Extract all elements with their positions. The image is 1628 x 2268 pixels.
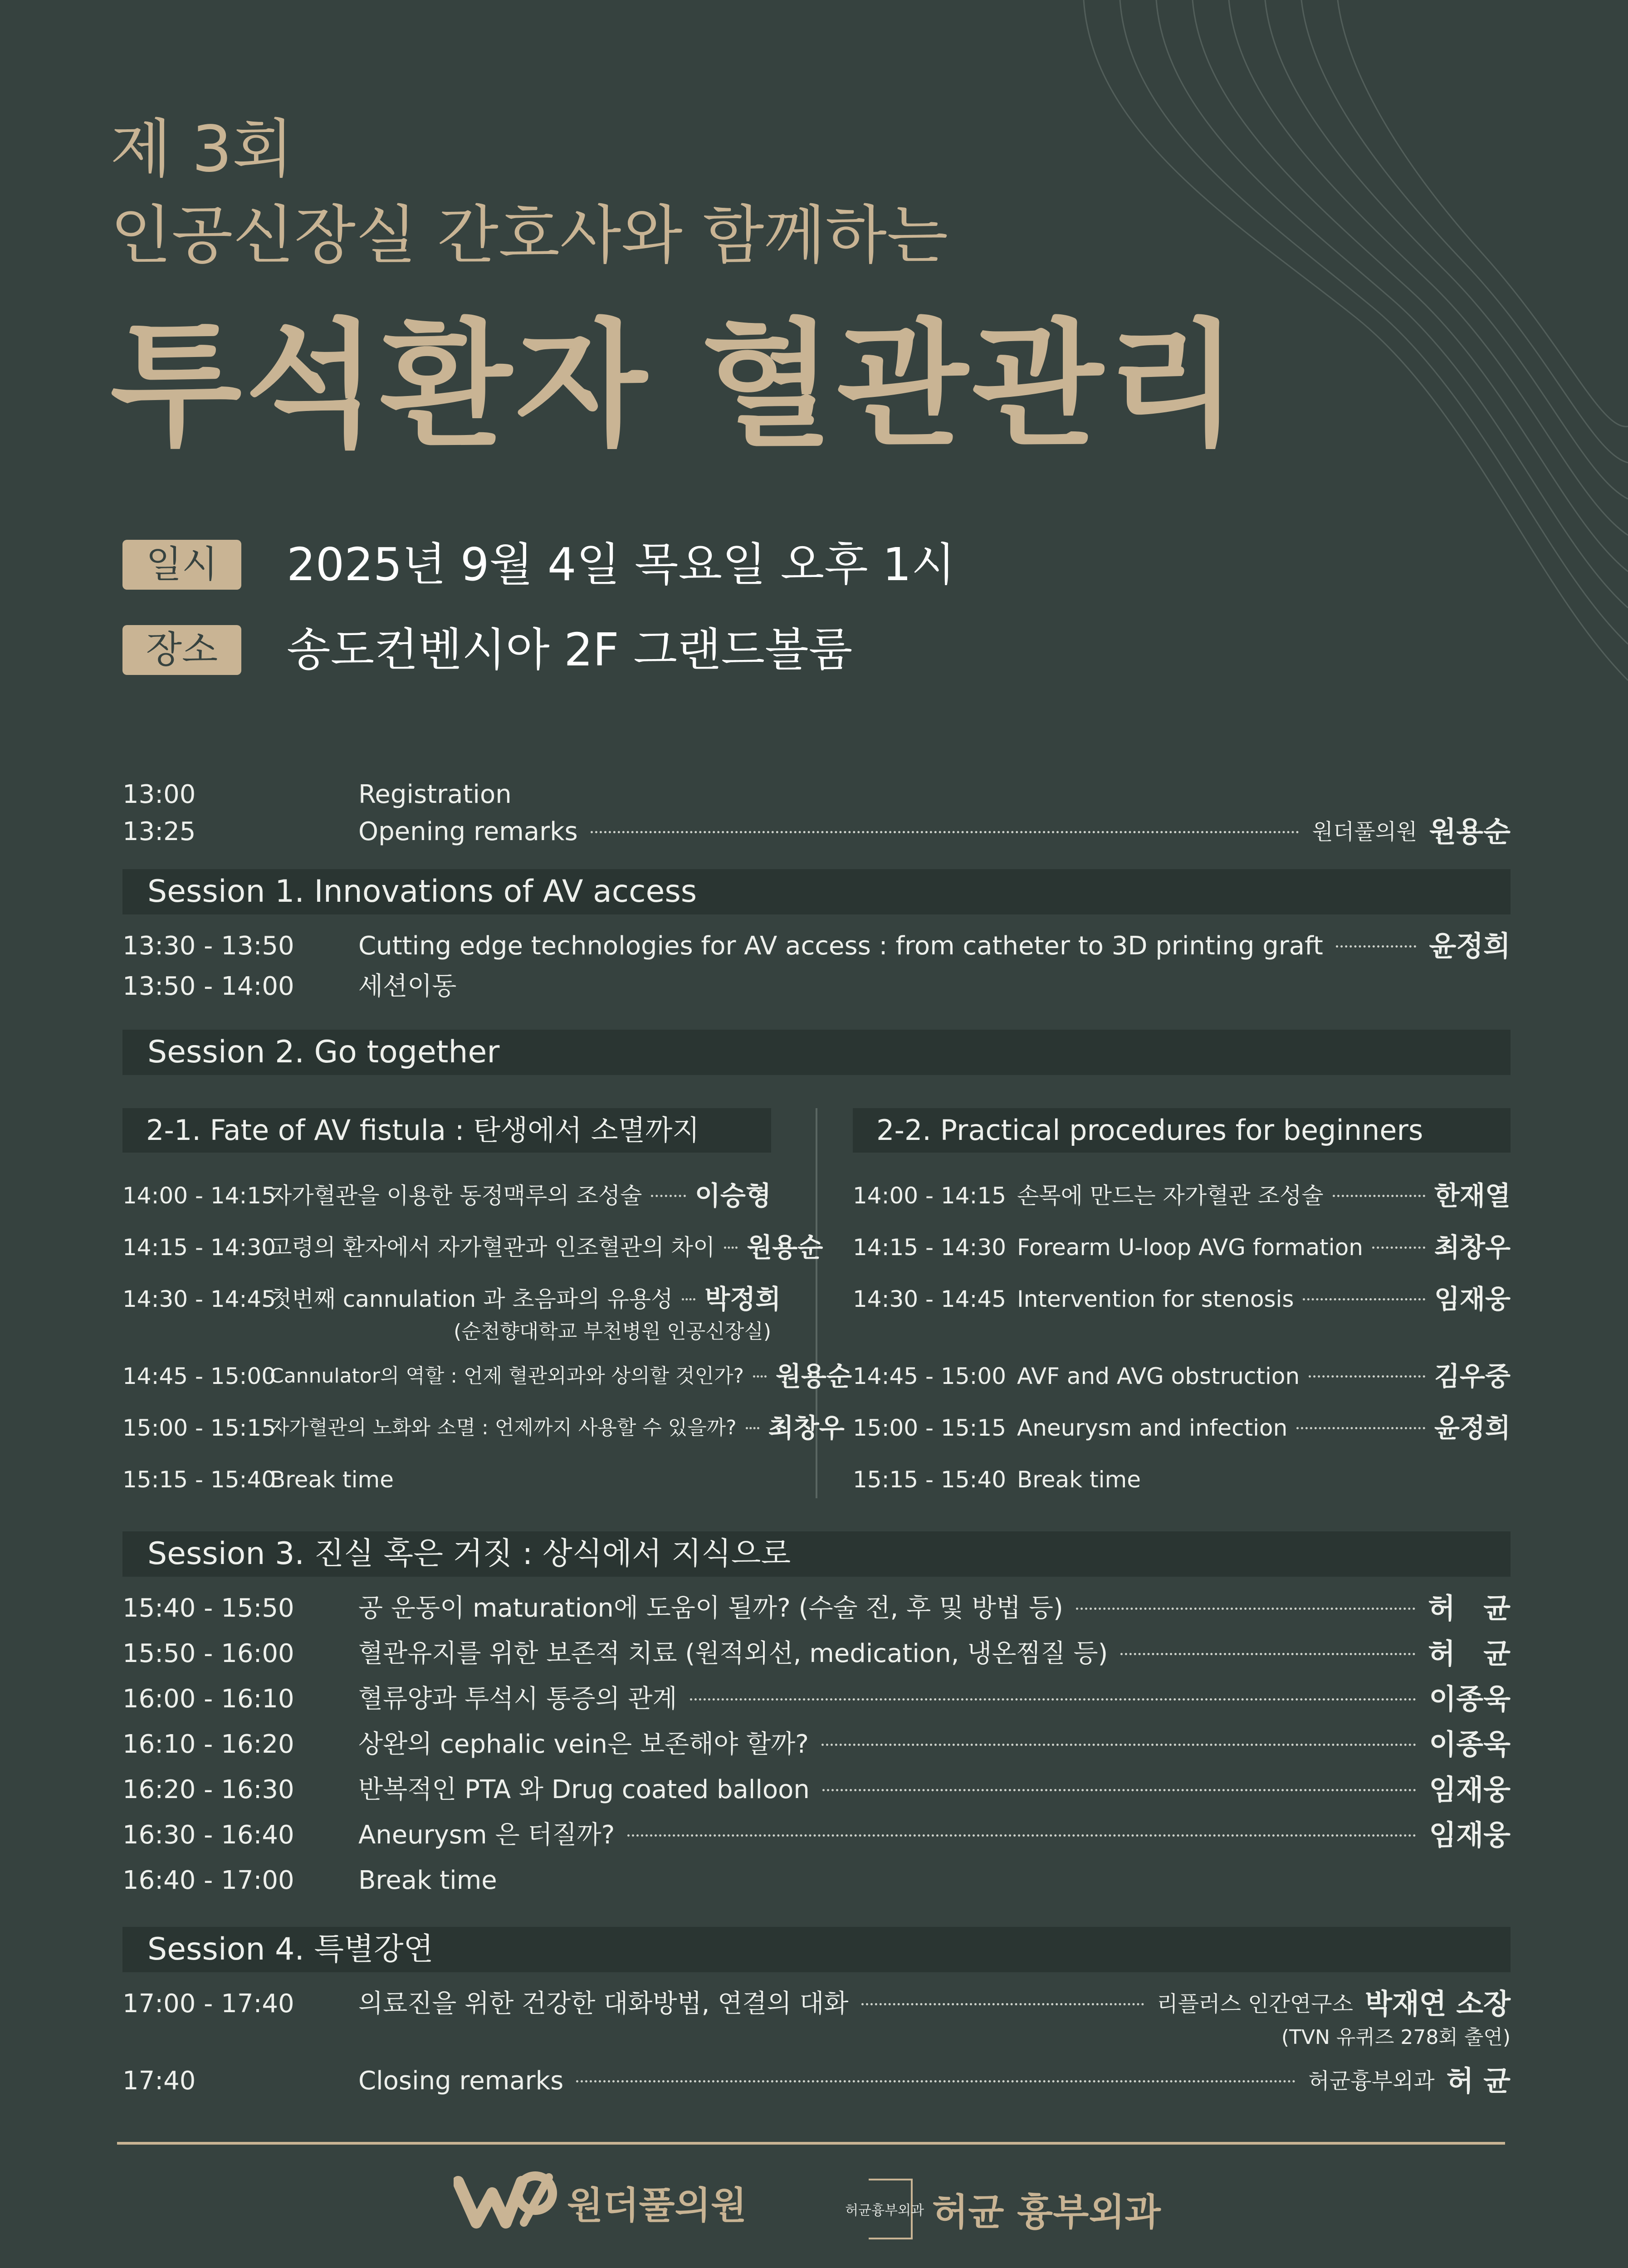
title: Cannulator의 역할 : 언제 혈관외과와 상의할 것인가? [270, 1364, 744, 1388]
schedule-row [122, 1862, 1511, 1899]
title: 의료진을 위한 건강한 대화방법, 연결의 대화 [358, 1989, 849, 2019]
title: 손목에 만드는 자가혈관 조성술 [1017, 1183, 1324, 1209]
wonderful-logo-icon [454, 2168, 558, 2236]
time: 14:15 - 14:30 [122, 1234, 276, 1261]
event-subtitle: 인공신장실 간호사와 함께하는 [110, 199, 948, 273]
session-2-1-header: 2-1. Fate of AV fistula : 탄생에서 소멸까지 [122, 1108, 771, 1153]
dotted-leader [746, 1427, 759, 1429]
title: AVF and AVG obstruction [1017, 1363, 1300, 1389]
dotted-leader [1296, 1427, 1425, 1429]
affiliation: 리플러스 인간연구소 [1157, 1991, 1353, 2017]
schedule-row [853, 1358, 1511, 1394]
speaker: 최창우 [1434, 1232, 1511, 1263]
dotted-leader [1333, 1195, 1425, 1197]
dotted-leader [1372, 1246, 1425, 1249]
time: 14:15 - 14:30 [853, 1234, 1007, 1261]
session-1-header: Session 1. Innovations of AV access [122, 869, 1511, 914]
time: 16:30 - 16:40 [122, 1820, 294, 1850]
dotted-leader [821, 1744, 1416, 1746]
time: 14:00 - 14:15 [853, 1183, 1007, 1209]
logo-wonderful-clinic [454, 2166, 747, 2239]
title: Cutting edge technologies for AV access : from catheter to 3D printing graft [358, 931, 1323, 961]
session-2-header: Session 2. Go together [122, 1030, 1511, 1075]
speaker: 허 균 [1446, 2064, 1511, 2097]
affiliation: 허균흉부외과 [1308, 2068, 1435, 2094]
hugyun-logo-mark [845, 2175, 924, 2243]
schedule-row [122, 1461, 771, 1498]
time: 15:00 - 15:15 [853, 1415, 1007, 1441]
edition-title: 제 3회 [110, 112, 294, 186]
footer-divider [117, 2142, 1505, 2145]
time: 14:30 - 14:45 [122, 1286, 276, 1312]
time: 15:40 - 15:50 [122, 1593, 294, 1623]
session-4-header: Session 4. 특별강연 [122, 1927, 1511, 1972]
dotted-leader [651, 1195, 685, 1197]
date-value: 2025년 9월 4일 목요일 오후 1시 [287, 538, 955, 591]
title: 혈관유지를 위한 보존적 치료 (원적외선, medication, 냉온찜질 등) [358, 1639, 1108, 1668]
speaker: 임재웅 [1429, 1818, 1511, 1852]
title: 첫번째 cannulation 과 초음파의 유용성 [270, 1286, 673, 1312]
dotted-leader [576, 2080, 1296, 2082]
dotted-leader [1120, 1653, 1415, 1655]
time: 13:30 - 13:50 [122, 931, 294, 961]
title: 상완의 cephalic vein은 보존해야 할까? [358, 1730, 809, 1759]
title: 고령의 환자에서 자가혈관과 인조혈관의 차이 [270, 1234, 715, 1261]
schedule-row [122, 1636, 1511, 1672]
dotted-leader [1303, 1298, 1425, 1300]
dotted-leader [822, 1789, 1416, 1791]
title: Intervention for stenosis [1017, 1286, 1294, 1312]
dotted-leader [1309, 1375, 1425, 1378]
title: Aneurysm and infection [1017, 1415, 1288, 1441]
schedule-row [122, 1281, 781, 1317]
speaker: 이종욱 [1429, 1728, 1511, 1761]
schedule-row [122, 1772, 1511, 1808]
title: 자가혈관을 이용한 동정맥루의 조성술 [270, 1183, 642, 1209]
time: 14:00 - 14:15 [122, 1183, 276, 1209]
title: 자가혈관의 노화와 소멸 : 언제까지 사용할 수 있을까? [270, 1416, 737, 1439]
speaker: 최창우 [768, 1413, 845, 1443]
dotted-leader [1076, 1608, 1415, 1610]
time: 16:20 - 16:30 [122, 1775, 294, 1804]
speaker: 윤정희 [1429, 929, 1511, 963]
time: 14:45 - 15:00 [122, 1363, 276, 1389]
date-label: 일시 [122, 540, 241, 590]
title: Break time [358, 1866, 497, 1895]
logo-hugyun-surgery [845, 2173, 1161, 2245]
title: Break time [1017, 1466, 1141, 1493]
speaker: 이종욱 [1429, 1682, 1511, 1716]
speaker: 원용순 [1429, 815, 1511, 848]
title: 혈류양과 투석시 통증의 관계 [358, 1684, 677, 1714]
schedule-row [853, 1229, 1511, 1266]
dotted-leader [627, 1834, 1416, 1837]
place-value: 송도컨벤시아 2F 그랜드볼룸 [287, 623, 853, 676]
title: Forearm U-loop AVG formation [1017, 1234, 1363, 1261]
dotted-leader [591, 831, 1300, 833]
speaker: 허 균 [1428, 1637, 1511, 1670]
speaker: 한재열 [1434, 1180, 1511, 1211]
place-label: 장소 [122, 625, 241, 675]
title: 공 운동이 maturation에 도움이 될까? (수술 전, 후 및 방법 등) [358, 1593, 1063, 1623]
schedule-row [122, 1681, 1511, 1717]
speaker: 이승형 [694, 1180, 771, 1211]
logo-mark-text: 허균흉부외과 [845, 2203, 924, 2219]
speaker: 윤정희 [1434, 1413, 1511, 1443]
speaker-affiliation-note: (순천향대학교 부천병원 인공신장실) [454, 1320, 771, 1343]
dotted-leader [690, 1698, 1417, 1701]
affiliation: 원더풀의원 [1312, 819, 1418, 845]
schedule-row [853, 1178, 1511, 1214]
time: 15:15 - 15:40 [122, 1466, 276, 1493]
schedule-row [122, 1229, 823, 1266]
title: Aneurysm 은 터질까? [358, 1820, 615, 1850]
dotted-leader [1336, 945, 1417, 948]
time: 17:00 - 17:40 [122, 1989, 294, 2019]
session-3-header: Session 3. 진실 혹은 거짓 : 상식에서 지식으로 [122, 1531, 1511, 1577]
session-2-2-header: 2-2. Practical procedures for beginners [853, 1108, 1511, 1153]
time: 17:40 [122, 2066, 196, 2096]
speaker: 박재연 소장 [1364, 1987, 1511, 2020]
schedule-row [122, 1817, 1511, 1853]
dotted-leader [724, 1246, 738, 1249]
time: 16:10 - 16:20 [122, 1730, 294, 1759]
dotted-leader [753, 1375, 767, 1378]
title: Registration [358, 780, 512, 809]
schedule-row [122, 777, 1511, 813]
time: 13:00 [122, 780, 196, 809]
schedule-row [853, 1461, 1511, 1498]
schedule-row [122, 814, 1511, 850]
title: 반복적인 PTA 와 Drug coated balloon [358, 1775, 810, 1804]
time: 14:45 - 15:00 [853, 1363, 1007, 1389]
time: 16:00 - 16:10 [122, 1684, 294, 1714]
schedule-row [122, 1358, 852, 1394]
time: 13:50 - 14:00 [122, 972, 294, 1001]
schedule-row [122, 1178, 771, 1214]
time: 15:50 - 16:00 [122, 1639, 294, 1668]
title: 세션이동 [358, 972, 457, 1001]
speaker: 임재웅 [1429, 1773, 1511, 1806]
time: 13:25 [122, 817, 196, 846]
schedule-row [122, 1590, 1511, 1627]
dotted-leader [861, 2003, 1144, 2005]
schedule-row [122, 2063, 1511, 2099]
schedule-row [122, 1726, 1511, 1763]
speaker: 원용순 [775, 1361, 852, 1392]
speaker: 원용순 [747, 1232, 823, 1263]
schedule-row [122, 968, 1511, 1005]
schedule-row [122, 1410, 845, 1446]
event-title: 투석환자 혈관관리 [110, 306, 1242, 464]
schedule-row [122, 1986, 1511, 2022]
time: 15:00 - 15:15 [122, 1415, 276, 1441]
time: 14:30 - 14:45 [853, 1286, 1007, 1312]
speaker: 김우중 [1434, 1361, 1511, 1392]
schedule-row [122, 928, 1511, 964]
logo-text: 허균 흉부외과 [932, 2190, 1161, 2234]
schedule-row [853, 1410, 1511, 1446]
title: Break time [270, 1466, 394, 1493]
speaker: 임재웅 [1434, 1284, 1511, 1315]
schedule-row [853, 1281, 1511, 1317]
speaker: 박정희 [704, 1284, 781, 1315]
logo-text: 원더풀의원 [567, 2184, 747, 2227]
speaker: 허 균 [1428, 1592, 1511, 1625]
title: Opening remarks [358, 817, 578, 846]
dotted-leader [682, 1298, 695, 1300]
title: Closing remarks [358, 2066, 564, 2096]
time: 15:15 - 15:40 [853, 1466, 1007, 1493]
time: 16:40 - 17:00 [122, 1866, 294, 1895]
speaker-note: (TVN 유퀴즈 278회 출연) [1281, 2026, 1511, 2049]
